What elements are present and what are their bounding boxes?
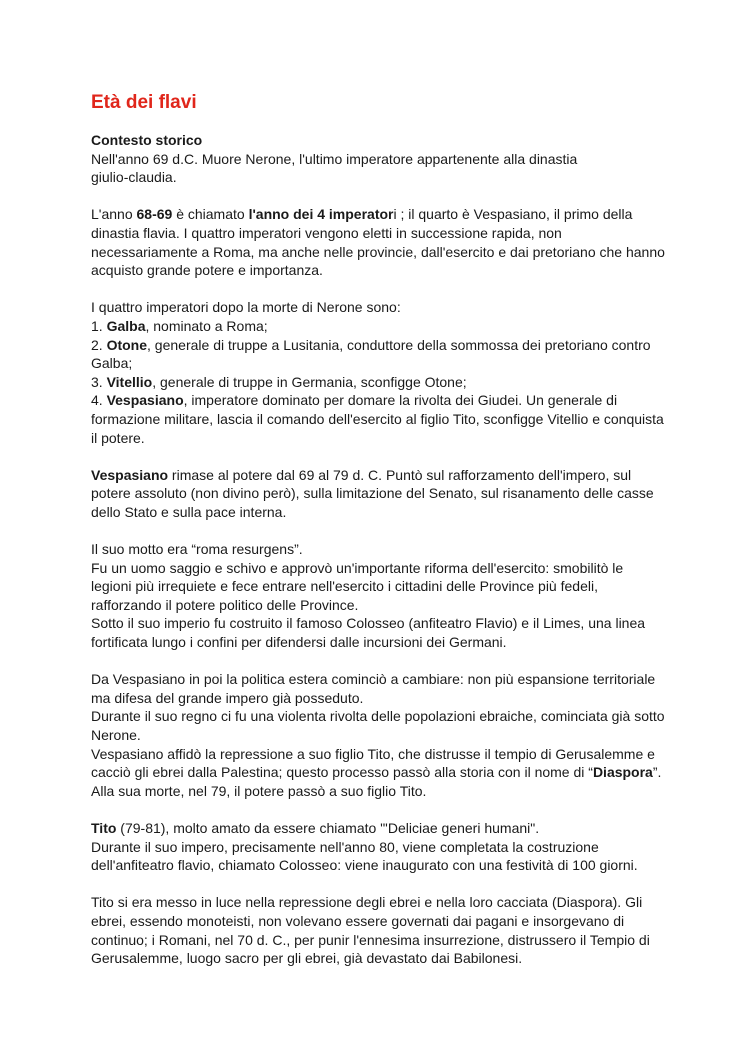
paragraph-line: Durante il suo impero, precisamente nell'anno 80, viene completata la costruzione (91, 838, 599, 855)
paragraph-line: Galba; (91, 355, 133, 372)
paragraph-line: rafforzando il potere politico delle Province. (91, 596, 359, 613)
text-run: , imperatore dominato per domare la rivolta dei Giudei. Un generale di (183, 392, 618, 409)
text-run: i ; il quarto è Vespasiano, il primo della (393, 206, 633, 223)
paragraph-line: Tito si era messo in luce nella repressione degli ebrei e nella loro cacciata (Diaspora). Gli (91, 894, 643, 911)
paragraph-line: acquisto grande potere e importanza. (91, 262, 323, 279)
paragraph-line: ma difesa del grande impero già posseduto. (91, 689, 364, 706)
paragraph-line (91, 205, 671, 224)
paragraph-line: continuo; i Romani, nel 70 d. C., per punir l'ennesima insurrezione, distrussero il Tempio di (91, 931, 650, 948)
paragraph-gap (91, 800, 671, 819)
paragraph-line: Fu un uomo saggio e schivo e approvò un'importante riforma dell'esercito: smobilitò le (91, 559, 624, 576)
text-run: ”. (652, 764, 662, 781)
paragraph-line: dello Stato e sulla pace interna. (91, 503, 287, 520)
paragraph-line: il potere. (91, 429, 145, 446)
paragraph-line: fortificata lungo i confini per difendersi dalle incursioni dei Germani. (91, 634, 507, 651)
list-number: 4. (91, 392, 107, 409)
paragraph-line: formazione militare, lascia il comando dell'esercito al figlio Tito, sconfigge Vitellio e conquista (91, 410, 664, 427)
paragraph-line: Nerone. (91, 727, 141, 743)
text-run: L'anno (91, 206, 137, 223)
list-number: 3. (91, 373, 107, 390)
paragraph-gap (91, 447, 671, 466)
list-item (91, 373, 671, 392)
document-body (91, 131, 671, 968)
paragraph-line (91, 763, 671, 782)
list-item (91, 317, 671, 336)
text-run: , nominato a Roma; (145, 317, 268, 334)
text-run: cacciò gli ebrei dalla Palestina; questo processo passò alla storia con il nome di “ (91, 764, 593, 781)
paragraph-line: legioni più irrequiete e fece entrare nell'esercito i cittadini delle Province più fedeli, (91, 578, 598, 595)
paragraph-line (91, 466, 671, 485)
list-number: 1. (91, 317, 107, 334)
bold-term: l'anno dei 4 imperator (248, 206, 394, 223)
bold-term: Tito (91, 819, 117, 836)
paragraph-line: Gerusalemme, luogo sacro per gli ebrei, già devastato dai Babilonesi. (91, 950, 523, 967)
text-run: è chiamato (172, 206, 249, 223)
bold-term: Vespasiano (106, 392, 184, 409)
bold-term: Otone (106, 336, 148, 353)
bold-term: Vespasiano (91, 466, 169, 483)
paragraph-line: Nell'anno 69 d.C. Muore Nerone, l'ultimo imperatore appartenente alla dinastia (91, 150, 578, 167)
bold-term: Diaspora (592, 764, 653, 781)
section-heading: Contesto storico (91, 132, 203, 148)
paragraph-gap (91, 875, 671, 894)
paragraph-gap (91, 521, 671, 540)
text-run: , generale di truppe a Lusitania, conduttore della sommossa dei pretoriano contro (147, 336, 651, 353)
list-item (91, 336, 671, 355)
text-run: (79-81), molto amato da essere chiamato "'Deliciae generi humani". (116, 819, 540, 836)
paragraph-line: Da Vespasiano in poi la politica estera cominciò a cambiare: non più espansione territoriale (91, 671, 656, 688)
paragraph-line: Durante il suo regno ci fu una violenta rivolta delle popolazioni ebraiche, cominciata già sotto (91, 708, 665, 725)
paragraph-line: dinastia flavia. I quattro imperatori vengono eletti in successione rapida, non (91, 224, 562, 241)
paragraph-line: Vespasiano affidò la repressione a suo figlio Tito, che distrusse il tempio di Gerusalemme e (91, 745, 655, 762)
paragraph-line: I quattro imperatori dopo la morte di Nerone sono: (91, 299, 401, 316)
page-title: Età dei flavi (91, 92, 197, 113)
paragraph-line: Il suo motto era “roma resurgens”. (91, 541, 303, 558)
paragraph-line: ebrei, essendo monoteisti, non volevano essere governati dai pagani e insorgevano di (91, 912, 625, 929)
paragraph-line: giulio-claudia. (91, 169, 177, 186)
paragraph-line: Alla sua morte, nel 79, il potere passò a suo figlio Tito. (91, 782, 427, 799)
text-run: rimase al potere dal 69 al 79 d. C. Puntò sul rafforzamento dell'impero, sul (168, 466, 632, 483)
paragraph-line: potere assoluto (non divino però), sulla limitazione del Senato, sul risanamento delle casse (91, 485, 654, 502)
paragraph-line (91, 819, 671, 838)
paragraph-line: dell'anfiteatro flavio, chiamato Colosseo: viene inaugurato con una festività di 100 giorni. (91, 857, 638, 874)
paragraph-gap (91, 652, 671, 671)
list-number: 2. (91, 336, 107, 353)
bold-term: Galba (106, 317, 146, 334)
list-item (91, 391, 671, 410)
text-run: , generale di truppe in Germania, sconfigge Otone; (152, 373, 467, 390)
paragraph-line: necessariamente a Roma, ma anche nelle provincie, dall'esercito e dai pretoriano che hanno (91, 243, 665, 260)
paragraph-line: Sotto il suo imperio fu costruito il famoso Colosseo (anfiteatro Flavio) e il Limes, una linea (91, 615, 646, 632)
bold-term: 68-69 (136, 206, 173, 223)
bold-term: Vitellio (106, 373, 153, 390)
paragraph-gap (91, 280, 671, 299)
paragraph-gap (91, 187, 671, 206)
